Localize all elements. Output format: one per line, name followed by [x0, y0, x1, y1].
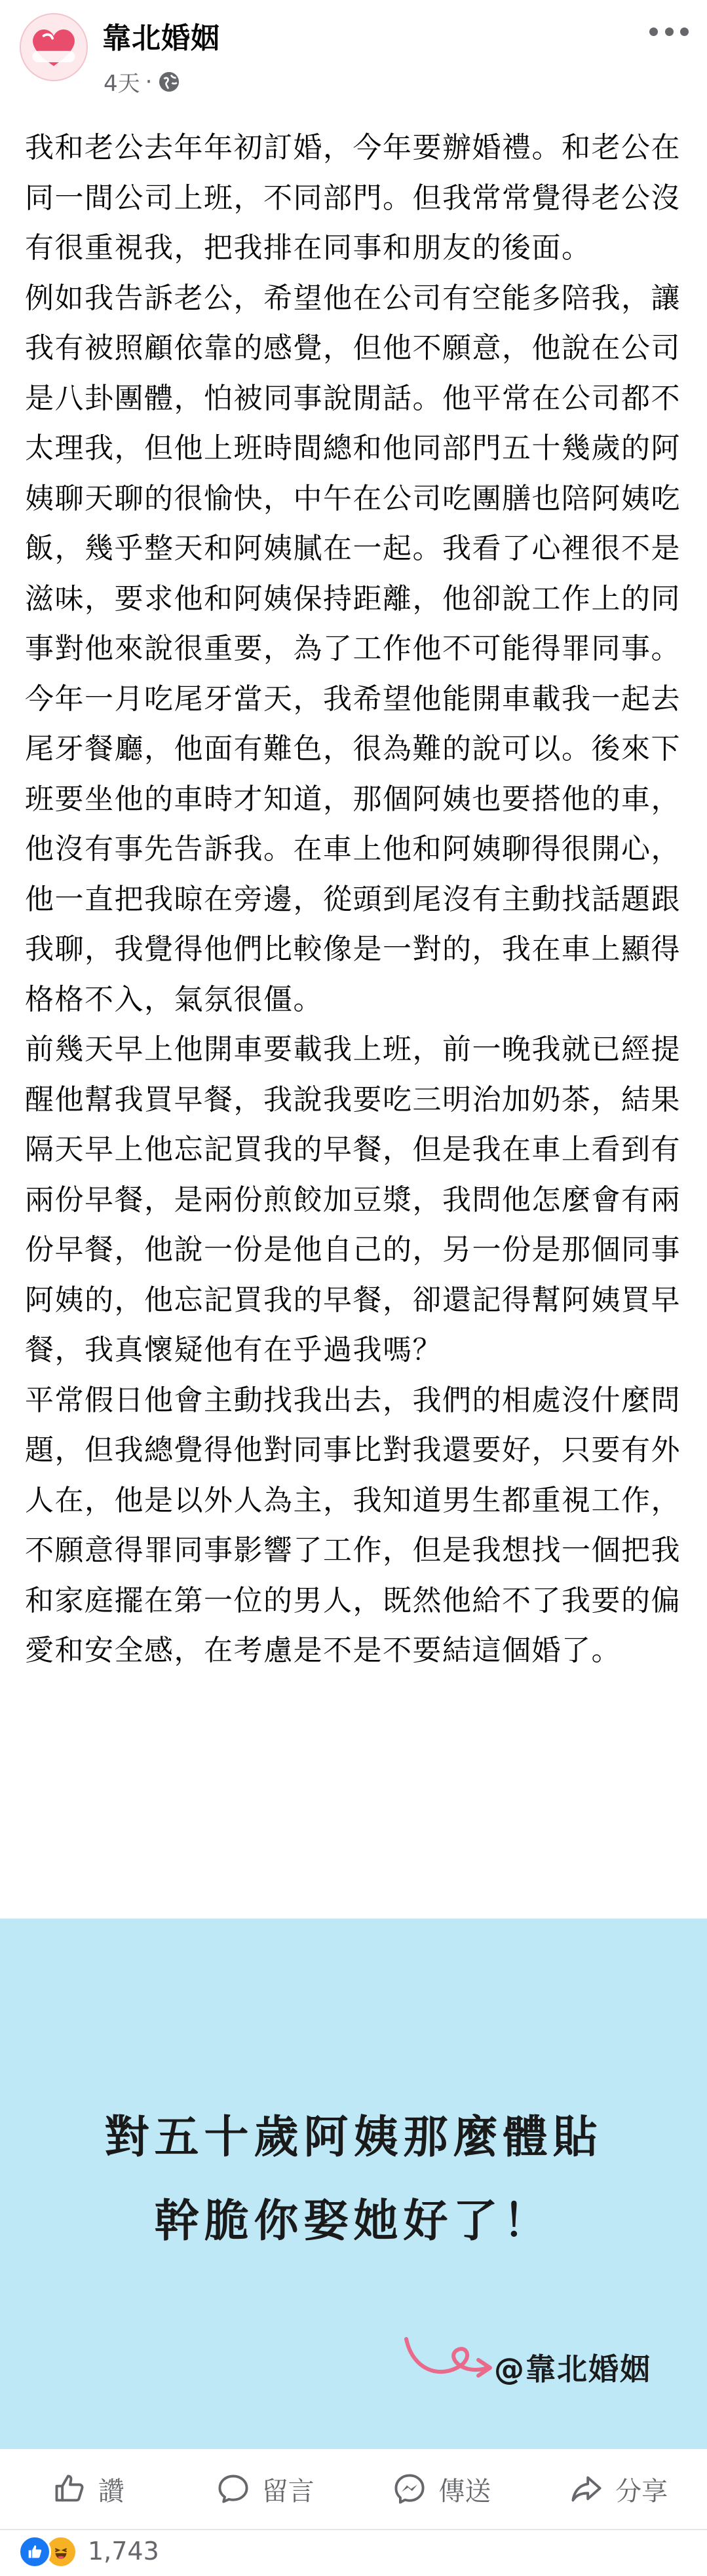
thumbs-up-icon [52, 2472, 86, 2506]
comment-button[interactable] [177, 2449, 354, 2529]
like-label: 讚 [98, 2476, 124, 2507]
page-avatar[interactable] [20, 13, 88, 81]
post-paragraph: 我和老公去年年初訂婚，今年要辦婚禮。和老公在同一間公司上班，不同部門。但我常常覺得老公沒有很重視我，把我排在同事和朋友的後面。 [25, 131, 681, 265]
meta-separator: · [145, 68, 153, 95]
arrow-doodle-icon [401, 2325, 499, 2390]
dot-icon [680, 28, 689, 36]
post-timestamp[interactable]: 4天 [104, 71, 140, 97]
more-options-button[interactable] [649, 25, 689, 38]
share-button[interactable] [530, 2449, 707, 2529]
post-header [0, 0, 707, 105]
send-button[interactable] [354, 2449, 531, 2529]
globe-icon [157, 70, 181, 94]
messenger-icon [392, 2472, 427, 2506]
dot-icon [649, 28, 658, 36]
like-button[interactable] [0, 2449, 177, 2529]
reaction-icons [18, 2533, 81, 2569]
share-label: 分享 [615, 2476, 668, 2507]
heart-logo-icon [21, 14, 86, 80]
dot-icon [665, 28, 674, 36]
post-meta [104, 65, 181, 98]
post-image[interactable] [0, 1919, 707, 2449]
post-action-bar [0, 2449, 707, 2530]
send-label: 傳送 [438, 2476, 491, 2507]
post-body [25, 123, 687, 1676]
reactions-summary[interactable] [18, 2531, 159, 2571]
post-paragraph: 平常假日他會主動找我出去，我們的相處沒什麼問題，但我總覺得他對同事比對我還要好，只要有外人在，他是以外人為主，我知道男生都重視工作，不願意得罪同事影響了工作，但是我想找一個把我和家庭擺在第一位的男人，既然他給不了我要的偏愛和安全感，在考慮是不是不要結這個婚了。 [25, 1383, 681, 1667]
share-arrow-icon [569, 2472, 603, 2506]
page-name[interactable]: 靠北婚姻 [102, 22, 220, 55]
reaction-count: 1,743 [88, 2537, 159, 2566]
image-headline-line1: 對五十歲阿姨那麼體貼 [104, 2112, 603, 2163]
post-paragraph: 例如我告訴老公，希望他在公司有空能多陪我，讓我有被照顧依靠的感覺，但他不願意，他說在公司是八卦團體，怕被同事說閒話。他平常在公司都不太理我，但他上班時間總和他同部門五十幾歲的阿姨聊天聊的很愉快，中午在公司吃團膳也陪阿姨吃飯，幾乎整天和阿姨膩在一起。我看了心裡很不是滋味，要求他和阿姨保持距離，他卻說工作上的同事對他來說很重要，為了工作他不可能得罪同事。 [25, 281, 681, 665]
post-paragraph: 今年一月吃尾牙當天，我希望他能開車載我一起去尾牙餐廳，他面有難色，很為難的說可以。後來下班要坐他的車時才知道，那個阿姨也要搭他的車，他沒有事先告訴我。在車上他和阿姨聊得很開心，他一直把我晾在旁邊，從頭到尾沒有主動找話題跟我聊，我覺得他們比較像是一對的，我在車上顯得格格不入，氣氛很僵。 [25, 682, 681, 1016]
post-paragraph: 前幾天早上他開車要載我上班，前一晚我就已經提醒他幫我買早餐，我說我要吃三明治加奶茶，結果隔天早上他忘記買我的早餐，但是我在車上看到有兩份早餐，是兩份煎餃加豆漿，我問他怎麼會有兩份早餐，他說一份是他自己的，另一份是那個同事阿姨的，他忘記買我的早餐，卻還記得幫阿姨買早餐，我真懷疑他有在乎過我嗎？ [25, 1033, 681, 1367]
like-icon [18, 2535, 51, 2568]
image-brand-tag: @靠北婚姻 [494, 2351, 651, 2387]
comment-label: 留言 [261, 2476, 315, 2507]
image-headline-line2: 幹脆你娶她好了！ [154, 2196, 553, 2247]
comment-bubble-icon [216, 2472, 250, 2506]
